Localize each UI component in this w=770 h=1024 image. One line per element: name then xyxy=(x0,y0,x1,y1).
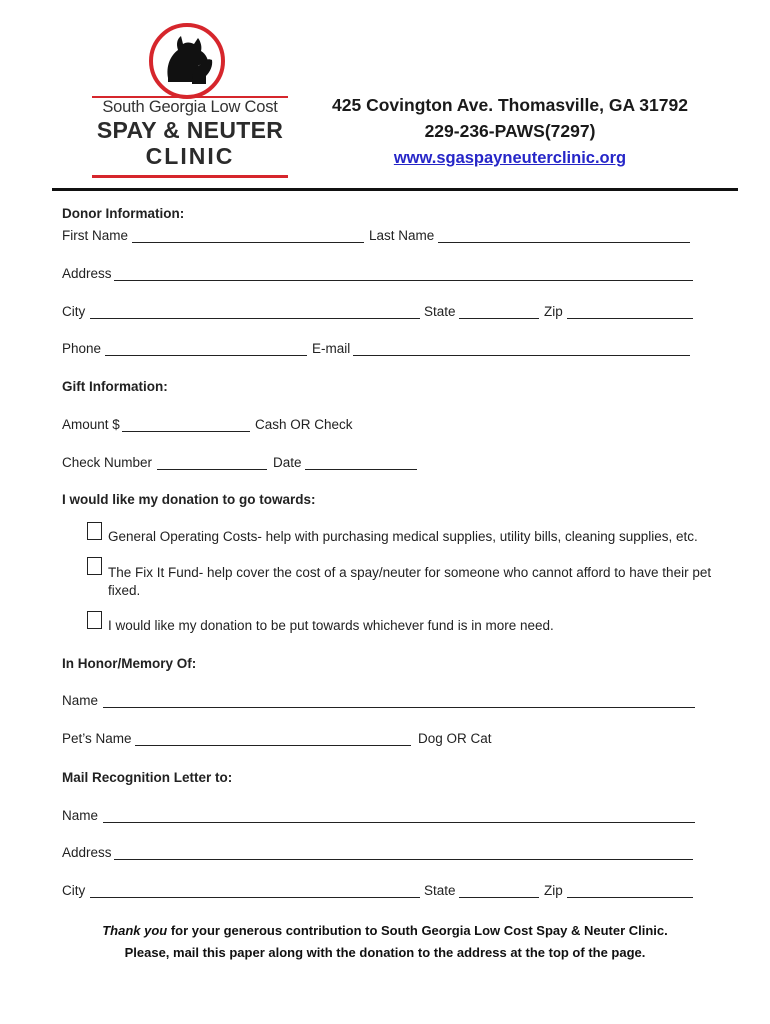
mail-address-field[interactable] xyxy=(114,859,693,860)
zip-label: Zip xyxy=(544,304,563,319)
general-operating-checkbox[interactable] xyxy=(87,522,102,540)
dog-cat-silhouette-icon xyxy=(146,20,228,102)
mail-address-label: Address xyxy=(62,845,112,860)
city-label: City xyxy=(62,304,86,319)
zip-field[interactable] xyxy=(567,318,693,319)
honor-name-field[interactable] xyxy=(103,707,695,708)
address-field[interactable] xyxy=(114,280,693,281)
mail-city-label: City xyxy=(62,883,86,898)
mail-zip-label: Zip xyxy=(544,883,563,898)
logo-subtitle: South Georgia Low Cost xyxy=(102,98,278,116)
first-name-field[interactable] xyxy=(132,242,364,243)
mail-state-field[interactable] xyxy=(459,897,539,898)
phone-field[interactable] xyxy=(105,355,307,356)
general-operating-label: General Operating Costs- help with purchasing medical supplies, utility bills, cleaning supplies, etc. xyxy=(108,529,698,544)
clinic-website-link[interactable]: www.sgaspayneuterclinic.org xyxy=(393,149,627,167)
check-number-field[interactable] xyxy=(157,469,267,470)
first-name-label: First Name xyxy=(62,228,129,243)
cash-or-check-label: Cash OR Check xyxy=(255,417,353,432)
mail-name-label: Name xyxy=(62,808,99,823)
pets-name-label: Pet’s Name xyxy=(62,731,132,746)
honor-name-label: Name xyxy=(62,693,99,708)
contact-block xyxy=(300,92,720,172)
honor-heading: In Honor/Memory Of: xyxy=(62,656,197,671)
header-divider xyxy=(52,188,738,191)
date-field[interactable] xyxy=(305,469,417,470)
mail-heading: Mail Recognition Letter to: xyxy=(62,770,233,785)
email-field[interactable] xyxy=(353,355,690,356)
most-need-checkbox[interactable] xyxy=(87,611,102,629)
state-label: State xyxy=(424,304,456,319)
thank-you-emphasis: Thank you xyxy=(102,923,168,938)
logo-divider xyxy=(92,96,288,98)
clinic-logo xyxy=(90,18,290,180)
pets-name-field[interactable] xyxy=(135,745,411,746)
donor-heading: Donor Information: xyxy=(62,206,185,221)
dog-or-cat-label: Dog OR Cat xyxy=(418,731,492,746)
fix-it-fund-label: The Fix It Fund- help cover the cost of a spay/neuter for someone who cannot afford to have their pet fixed. xyxy=(108,565,712,598)
clinic-address: 425 Covington Ave. Thomasville, GA 31792 xyxy=(332,95,688,115)
date-label: Date xyxy=(273,455,302,470)
phone-label: Phone xyxy=(62,341,102,356)
check-number-label: Check Number xyxy=(62,455,153,470)
most-need-label: I would like my donation to be put towards whichever fund is in more need. xyxy=(108,618,554,633)
last-name-field[interactable] xyxy=(438,242,690,243)
mail-zip-field[interactable] xyxy=(567,897,693,898)
fix-it-fund-checkbox[interactable] xyxy=(87,557,102,575)
amount-label: Amount $ xyxy=(62,417,120,432)
designation-heading: I would like my donation to go towards: xyxy=(62,492,316,507)
mail-city-field[interactable] xyxy=(90,897,420,898)
mail-name-field[interactable] xyxy=(103,822,695,823)
amount-field[interactable] xyxy=(122,431,250,432)
clinic-phone: 229-236-PAWS(7297) xyxy=(424,121,596,141)
last-name-label: Last Name xyxy=(369,228,435,243)
email-label: E-mail xyxy=(312,341,351,356)
city-field[interactable] xyxy=(90,318,420,319)
logo-bottom-bar xyxy=(92,175,288,178)
logo-title-line1: SPAY & NEUTER xyxy=(96,117,284,143)
thank-you-line1 xyxy=(60,920,710,942)
gift-heading: Gift Information: xyxy=(62,379,168,394)
address-label: Address xyxy=(62,266,112,281)
mail-state-label: State xyxy=(424,883,456,898)
thank-you-note xyxy=(60,920,710,964)
logo-title-line2: CLINIC xyxy=(145,143,235,169)
thank-you-rest: for your generous contribution to South Georgia Low Cost Spay & Neuter Clinic. xyxy=(167,923,668,938)
state-field[interactable] xyxy=(459,318,539,319)
mail-instruction: Please, mail this paper along with the donation to the address at the top of the page. xyxy=(124,945,646,960)
